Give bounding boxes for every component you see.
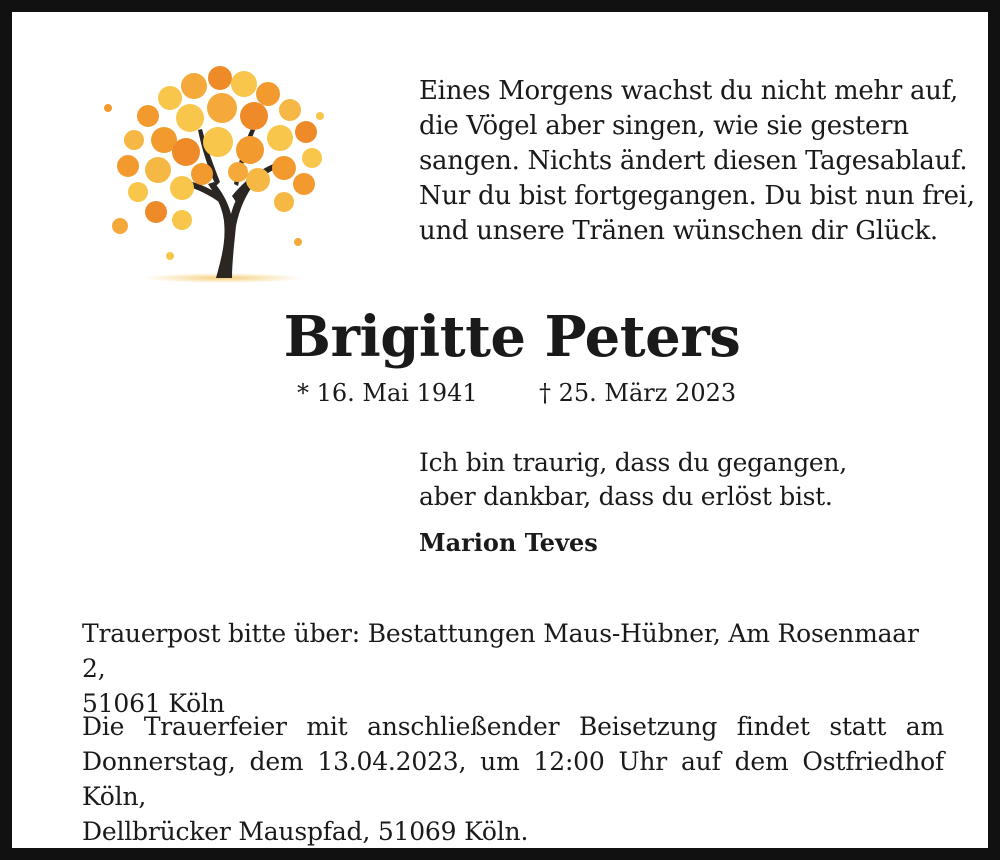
poem-line: die Vögel aber singen, wie sie gestern — [419, 111, 909, 141]
poem-line: Nur du bist fortgegangen. Du bist nun frei, — [419, 181, 975, 211]
quote-line: Ich bin traurig, dass du gegangen, — [419, 448, 847, 477]
birth-date: * 16. Mai 1941 — [297, 379, 478, 407]
deceased-name: Brigitte Peters — [283, 304, 741, 370]
condolence-address — [82, 616, 944, 721]
ceremony-line: Dellbrücker Mauspfad, 51069 Köln. — [82, 817, 529, 846]
funeral-details — [82, 709, 944, 849]
poem-line: sangen. Nichts ändert diesen Tagesablauf. — [419, 146, 968, 176]
autumn-tree-icon — [98, 56, 338, 286]
death-date: † 25. März 2023 — [539, 379, 737, 407]
poem — [419, 74, 975, 249]
ceremony-line: Die Trauerfeier mit anschließender Beisetzung findet statt am — [82, 712, 944, 741]
ceremony-line: Donnerstag, dem 13.04.2023, um 12:00 Uhr auf dem Ostfriedhof Köln, — [82, 747, 944, 811]
mourner-quote — [419, 446, 847, 514]
quote-line: aber dankbar, dass du erlöst bist. — [419, 482, 833, 511]
poem-line: Eines Morgens wachst du nicht mehr auf, — [419, 76, 958, 106]
poem-line: und unsere Tränen wünschen dir Glück. — [419, 216, 938, 246]
address-line: Trauerpost bitte über: Bestattungen Maus-Hübner, Am Rosenmaar 2, — [82, 619, 919, 683]
address-line: 51061 Köln — [82, 689, 225, 718]
signer-name: Marion Teves — [419, 528, 598, 557]
